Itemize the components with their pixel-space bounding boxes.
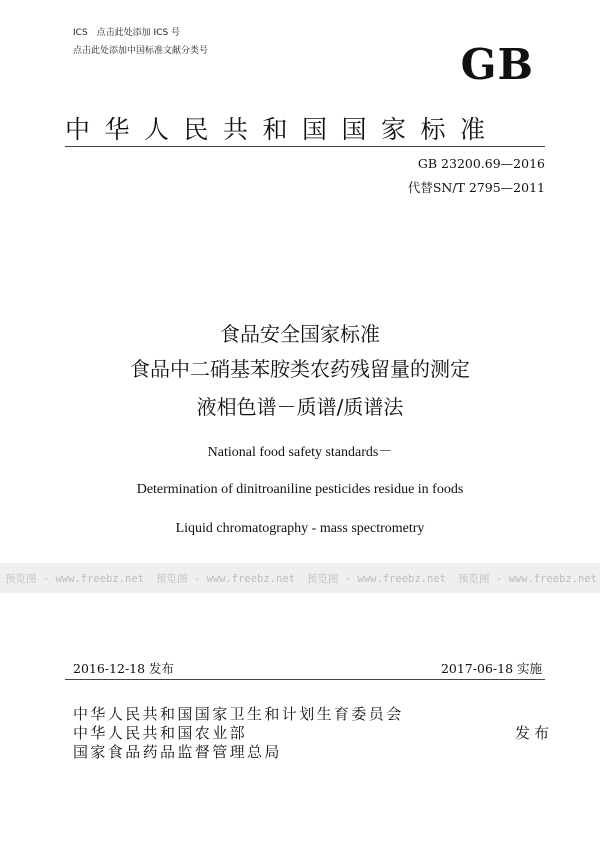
watermark-banner (0, 563, 600, 593)
issuer-3: 国家食品药品监督管理总局 (73, 743, 282, 761)
standard-category-heading: 中华人民共和国国家标准 (65, 115, 500, 144)
replaced-standard: 代替SN/T 2795—2011 (407, 180, 545, 195)
chinese-title-line-2: 食品中二硝基苯胺类农药残留量的测定 (130, 357, 470, 381)
ics-number-placeholder: ICS 点击此处添加 ICS 号 (73, 28, 181, 38)
english-title-line-2: Determination of dinitroaniline pesticides residue in foods (136, 482, 464, 497)
top-divider (65, 146, 545, 147)
issuer-1: 中华人民共和国国家卫生和计划生育委员会 (73, 705, 404, 723)
issue-date: 2016-12-18 发布 (73, 661, 175, 676)
english-title-line-3: Liquid chromatography - mass spectrometry (175, 521, 425, 536)
watermark-text: 预览图 - www.freebz.net (5, 572, 144, 585)
publish-label: 发布 (515, 724, 554, 742)
standard-number: GB 23200.69—2016 (417, 156, 545, 171)
gb-logo: GB (460, 40, 534, 89)
english-title-line-1: National food safety standards－ (207, 445, 393, 460)
implementation-date: 2017-06-18 实施 (440, 661, 542, 676)
watermark-text: 预览图 - www.freebz.net (307, 572, 446, 585)
ccs-number-placeholder: 点击此处添加中国标准文献分类号 (73, 46, 209, 56)
chinese-title-line-3: 液相色谱－质谱/质谱法 (196, 395, 404, 419)
bottom-divider (65, 679, 545, 680)
watermark-text: 预览图 - www.freebz.net (156, 572, 295, 585)
chinese-title-line-1: 食品安全国家标准 (220, 322, 380, 346)
watermark-text: 预览图 - www.freebz.net (458, 572, 597, 585)
issuer-2: 中华人民共和国农业部 (73, 724, 248, 742)
